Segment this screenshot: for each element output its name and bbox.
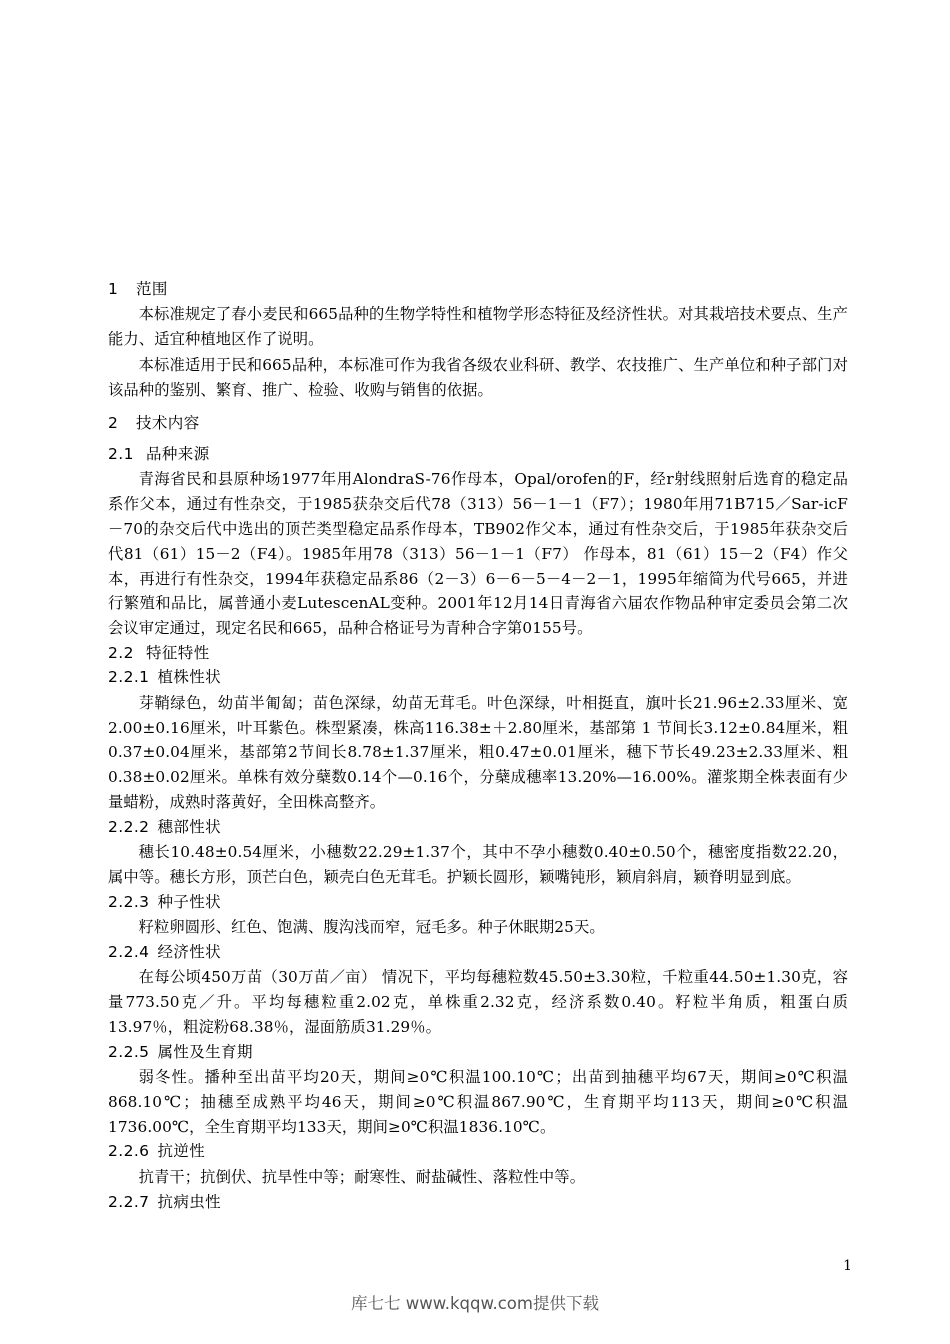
section-number: 2.2.1 [108, 668, 150, 687]
section-number: 2.2.4 [108, 942, 150, 961]
section-number: 2.2 [108, 643, 134, 662]
paragraph: 穗长10.48±0.54厘米，小穗数22.29±1.37个，其中不孕小穗数0.40±0.50个，穗密度指数22.20，属中等。穗长方形，顶芒白色，颖壳白色无茸毛。护颖长圆形，颖嘴钝形，颖肩斜肩，颖脊明显到底。 [108, 843, 848, 886]
section-title: 植株性状 [157, 668, 222, 687]
document-body [108, 278, 848, 1215]
paragraph: 在每公顷450万苗（30万苗／亩） 情况下，平均每穗粒数45.50±3.30粒，千粒重44.50±1.30克，容量773.50克／升。平均每穗粒重2.02克，单株重2.32克，经济系数0.40。籽粒半角质，粗蛋白质13.97％，粗淀粉68.38％，湿面筋质31.29％。 [108, 968, 848, 1036]
section-title: 品种来源 [146, 445, 210, 463]
paragraph: 青海省民和县原种场1977年用AlondraS-76作母本，Opal/orofen的F，经r射线照射后选育的稳定品系作父本，通过有性杂交，于1985获杂交后代78（313）56－1－1（F7）；1980年用71B715／Sar-icF－70的杂交后代中选出的顶芒类型稳定品系作母本，TB902作父本，通过有性杂交后，于1985年获杂交后代81（61）15－2（F4）。1985年用78（313）56－1－1（F7） 作母本，81（61）15－2（F4）作父本，再进行有性杂交，1994年获稳定品系86（2－3）6－6－5－4－2－1，1995年缩简为代号665，并进行繁殖和品比，属普通小麦LutescenAL变种。2001年12月14日青海省六届农作物品种审定委员会第二次会议审定通过，现定名民和665，品种合格证号为青种合字第0155号。 [108, 470, 848, 638]
section-heading-2-2-2 [108, 816, 848, 838]
paragraph: 籽粒卵圆形、红色、饱满、腹沟浅而窄，冠毛多。种子休眠期25天。 [138, 918, 605, 937]
section-number: 1 [108, 280, 119, 298]
paragraph: 抗青干；抗倒伏、抗旱性中等；耐寒性、耐盐碱性、落粒性中等。 [138, 1167, 586, 1186]
section-heading-2-2 [108, 642, 848, 664]
section-title: 抗病虫性 [157, 1192, 222, 1211]
section-heading-2-2-4 [108, 941, 848, 963]
section-number: 2.2.5 [108, 1042, 150, 1061]
section-number: 2.1 [108, 445, 134, 463]
section-title: 技术内容 [136, 413, 200, 432]
section-heading-2-1 [108, 443, 848, 465]
section-heading-2-2-7 [108, 1191, 848, 1213]
section-heading-2-2-3 [108, 891, 848, 913]
section-heading-1 [108, 278, 848, 300]
paragraph: 本标准规定了春小麦民和665品种的生物学特性和植物学形态特征及经济性状。对其栽培技术要点、生产能力、适宜种植地区作了说明。 [108, 305, 848, 349]
section-title: 经济性状 [157, 942, 222, 961]
section-number: 2.2.6 [108, 1142, 150, 1161]
section-number: 2.2.7 [108, 1192, 150, 1211]
section-number: 2.2.2 [108, 817, 150, 836]
section-number: 2 [108, 413, 119, 432]
section-title: 种子性状 [157, 892, 222, 911]
paragraph: 本标准适用于民和665品种，本标准可作为我省各级农业科研、教学、农技推广、生产单位和种子部门对该品种的鉴别、繁育、推广、检验、收购与销售的依据。 [108, 356, 848, 399]
section-title: 抗逆性 [157, 1142, 206, 1161]
section-heading-2-2-6 [108, 1140, 848, 1162]
section-title: 特征特性 [146, 643, 210, 662]
section-heading-2 [108, 412, 848, 434]
section-title: 穗部性状 [157, 817, 222, 836]
paragraph: 芽鞘绿色，幼苗半匍匐；苗色深绿，幼苗无茸毛。叶色深绿，叶相挺直，旗叶长21.96±2.33厘米、宽2.00±0.16厘米，叶耳紫色。株型紧凑，株高116.38±＋2.80厘米，基部第 1 节间长3.12±0.84厘米，粗0.37±0.04厘米，基部第2节间长8.78±1.37厘米，粗0.47±0.01厘米，穗下节长49.23±2.33厘米、粗0.38±0.02厘米。单株有效分蘖数0.14个—0.16个，分蘖成穗率13.20%—16.00%。灌浆期全株表面有少量蜡粉，成熟时落黄好，全田株高整齐。 [108, 693, 848, 811]
section-number: 2.2.3 [108, 892, 150, 911]
section-title: 属性及生育期 [157, 1042, 253, 1061]
section-heading-2-2-1 [108, 666, 848, 688]
section-heading-2-2-5 [108, 1041, 848, 1063]
paragraph: 弱冬性。播种至出苗平均20天，期间≥0℃积温100.10℃；出苗到抽穗平均67天，期间≥0℃积温868.10℃；抽穗至成熟平均46天，期间≥0℃积温867.90℃，生育期平均113天，期间≥0℃积温1736.00℃，全生育期平均133天，期间≥0℃积温1836.10℃。 [108, 1068, 848, 1136]
section-title: 范围 [136, 280, 168, 298]
footer-watermark: 库七七 www.kqqw.com提供下载 [351, 1294, 599, 1313]
page-number: 1 [843, 1258, 852, 1274]
